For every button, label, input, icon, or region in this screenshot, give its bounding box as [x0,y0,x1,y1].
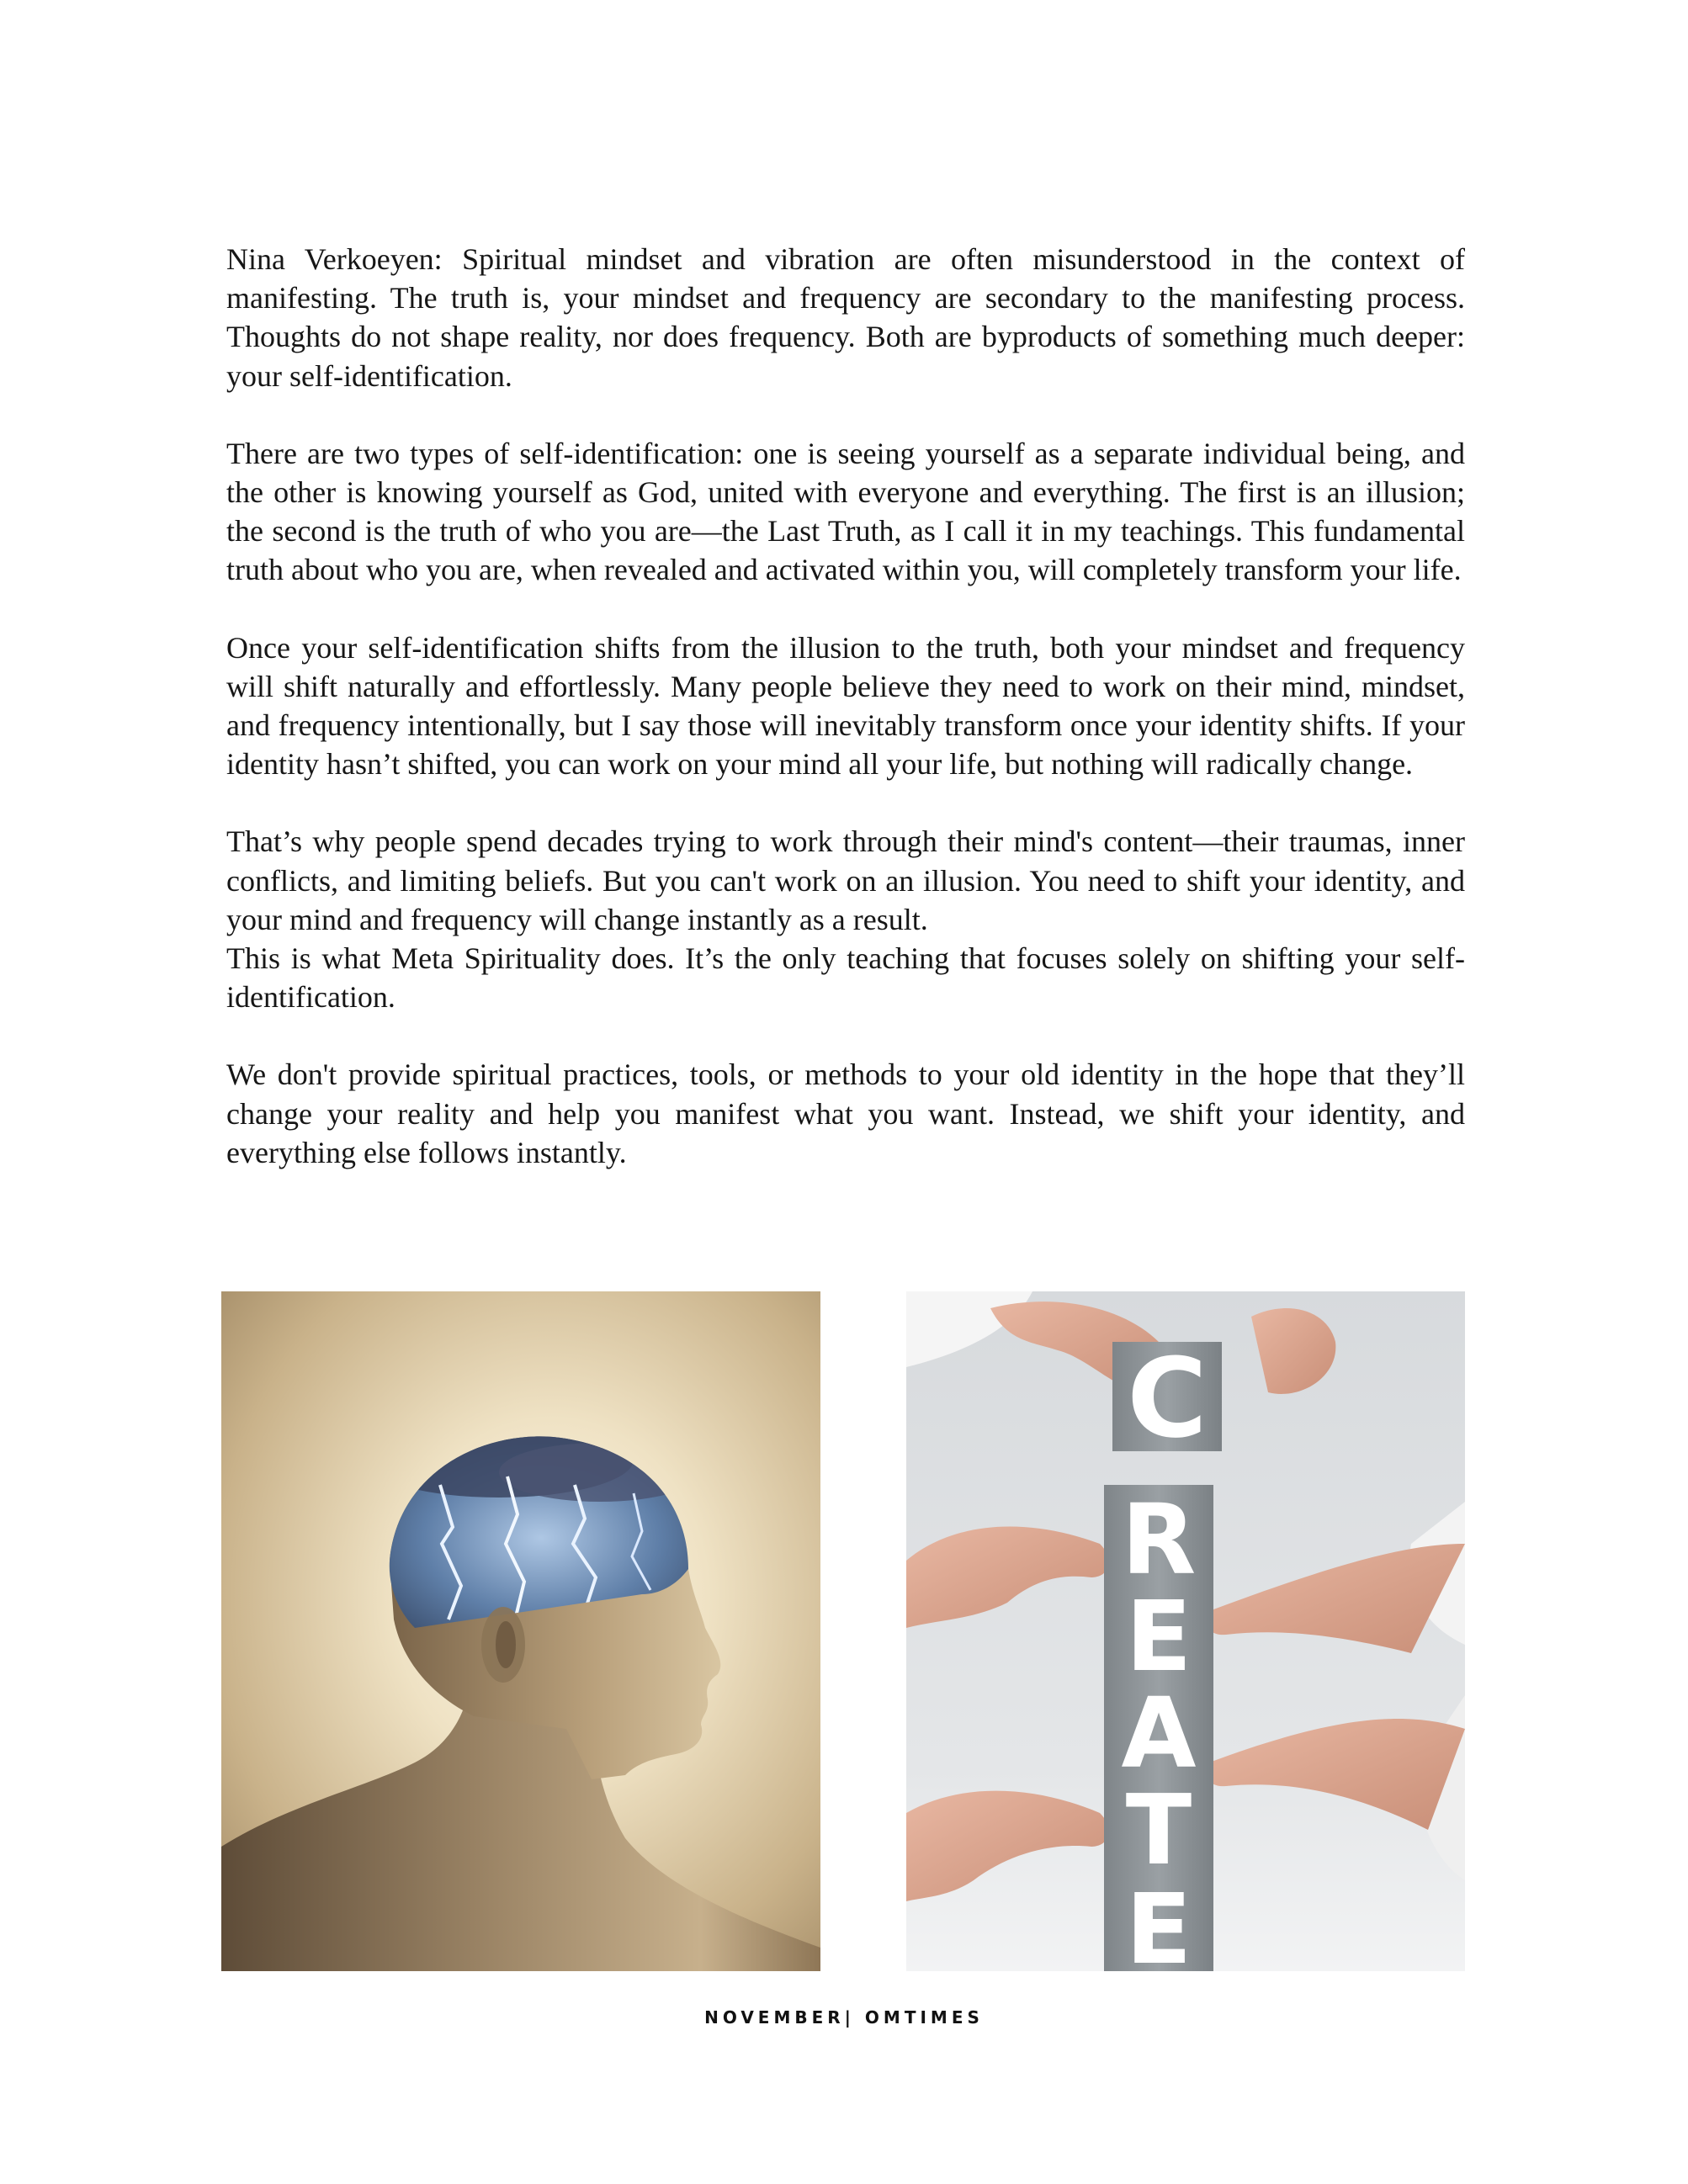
block-letter-e2: E [1125,1874,1192,1971]
paragraph-4: That’s why people spend decades trying to work through their mind's content—their traumas, inner conflicts, and limiting beliefs. But you can't work on an illusion. You need to shift your identity, and your mind and frequency will change instantly as a result. [226,824,1465,936]
block-letter-r: R [1121,1484,1197,1597]
article-body [226,240,1465,1211]
paragraph-3: Once your self-identification shifts from the illusion to the truth, both your mindset and frequency will shift naturally and effortlessly. Many people believe they need to work on their mind, mindset, and frequency intentionally, but I say those will inevitably transform once your identity shifts. If your identity hasn’t shifted, you can work on your mind all your life, but nothing will radically change. [226,630,1465,782]
create-blocks-image [906,1291,1465,1971]
block-letter-t: T [1125,1774,1192,1887]
page-footer: NOVEMBER| OMTIMES [704,2007,984,2028]
paragraph-6: We don't provide spiritual practices, tools, or methods to your old identity in the hope that they’ll change your reality and help you manifest what you want. Instead, we shift your identity, and everything else follows instantly. [226,1058,1465,1169]
block-letter-a: A [1121,1678,1197,1790]
paragraph-5: This is what Meta Spirituality does. It’s the only teaching that focuses solely on shifting your self-identification. [226,941,1465,1015]
block-letter-c: C [1127,1334,1208,1462]
head-storm-image [221,1291,820,1971]
paragraph-1: Nina Verkoeyen: Spiritual mindset and vibration are often misunderstood in the context of manifesting. The truth is, your mindset and frequency are secondary to the manifesting process. Thoughts do not shape reality, nor does frequency. Both are byproducts of something much deeper: your self-identification. [226,242,1465,393]
image-row [221,1291,1465,1971]
block-letter-e: E [1125,1581,1192,1694]
paragraph-2: There are two types of self-identification: one is seeing yourself as a separate individual being, and the other is knowing yourself as God, united with everyone and everything. The first is an illusion; the second is the truth of who you are—the Last Truth, as I call it in my teachings. This fundamental truth about who you are, when revealed and activated within you, will completely transform your life. [226,436,1465,587]
